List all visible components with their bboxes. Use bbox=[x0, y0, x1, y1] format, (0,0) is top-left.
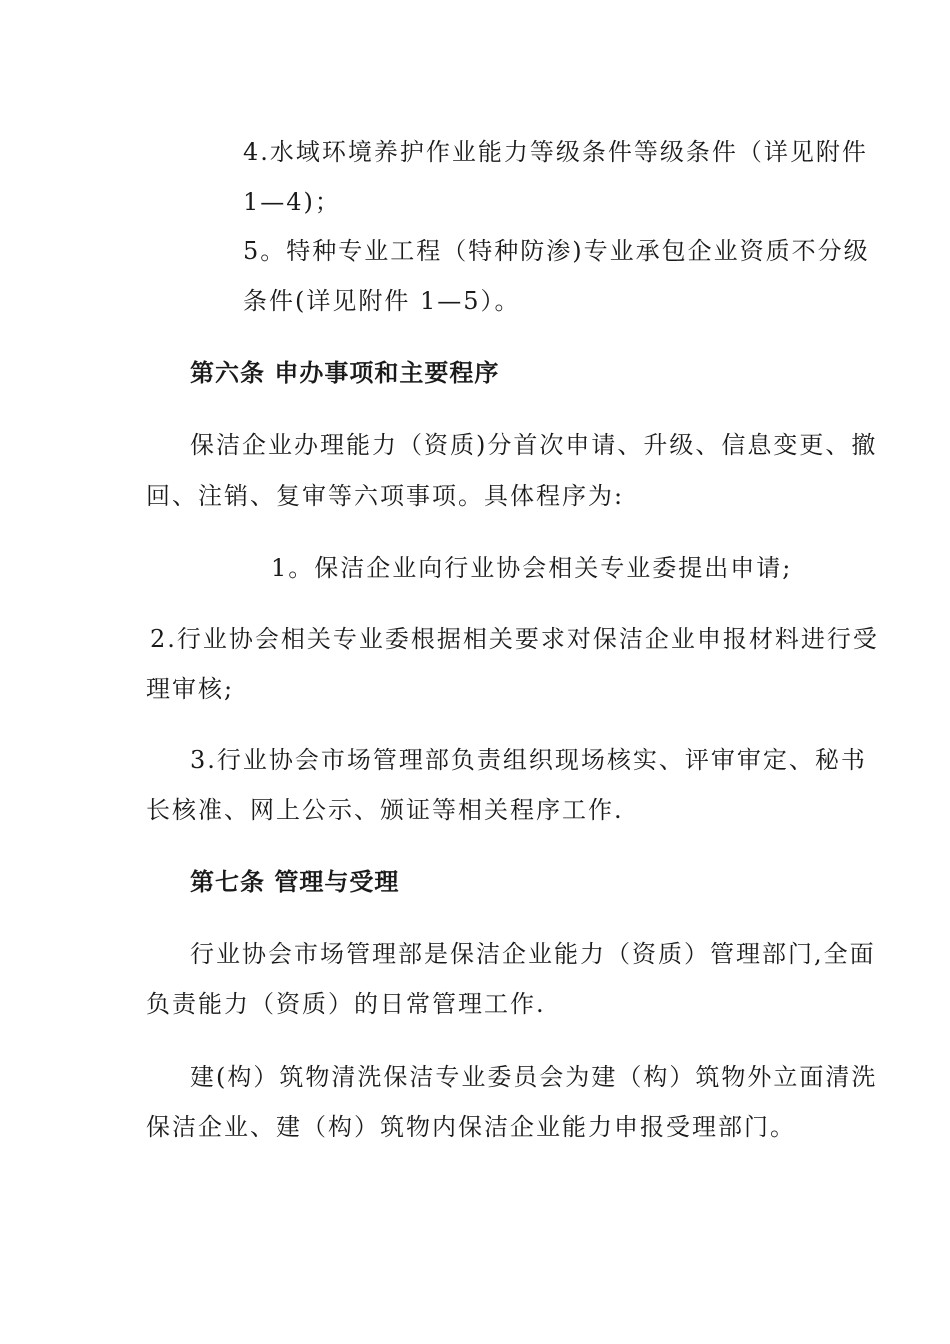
article6-step3-line1: 3.行业协会市场管理部负责组织现场核实、评审审定、秘书 bbox=[190, 746, 867, 774]
article7-para2-line2: 保洁企业、建（构）筑物内保洁企业能力申报受理部门。 bbox=[146, 1113, 796, 1141]
article6-heading: 第六条 申办事项和主要程序 bbox=[190, 359, 500, 387]
article6-step3-line2: 长核准、网上公示、颁证等相关程序工作. bbox=[146, 796, 624, 824]
article6-para1-line1: 保洁企业办理能力（资质)分首次申请、升级、信息变更、撤 bbox=[190, 431, 878, 459]
article7-para1-line1: 行业协会市场管理部是保洁企业能力（资质）管理部门,全面 bbox=[190, 940, 876, 968]
article6-step1: 1。保洁企业向行业协会相关专业委提出申请; bbox=[271, 554, 793, 582]
item4-line1: 4.水域环境养护作业能力等级条件等级条件（详见附件 bbox=[243, 138, 868, 166]
item5-line2: 条件(详见附件 1—5）。 bbox=[243, 287, 521, 315]
item5-line1: 5。特种专业工程（特种防渗)专业承包企业资质不分级 bbox=[243, 237, 870, 265]
article7-heading: 第七条 管理与受理 bbox=[190, 868, 400, 896]
article6-para1-line2: 回、注销、复审等六项事项。具体程序为: bbox=[146, 482, 625, 510]
article7-para2-line1: 建(构）筑物清洗保洁专业委员会为建（构）筑物外立面清洗 bbox=[190, 1063, 878, 1091]
article7-para1-line2: 负责能力（资质）的日常管理工作. bbox=[146, 990, 546, 1018]
article6-step2-line1: 2.行业协会相关专业委根据相关要求对保洁企业申报材料进行受 bbox=[150, 625, 879, 653]
item4-line2: 1—4)； bbox=[243, 188, 341, 216]
article6-step2-line2: 理审核; bbox=[146, 675, 235, 703]
